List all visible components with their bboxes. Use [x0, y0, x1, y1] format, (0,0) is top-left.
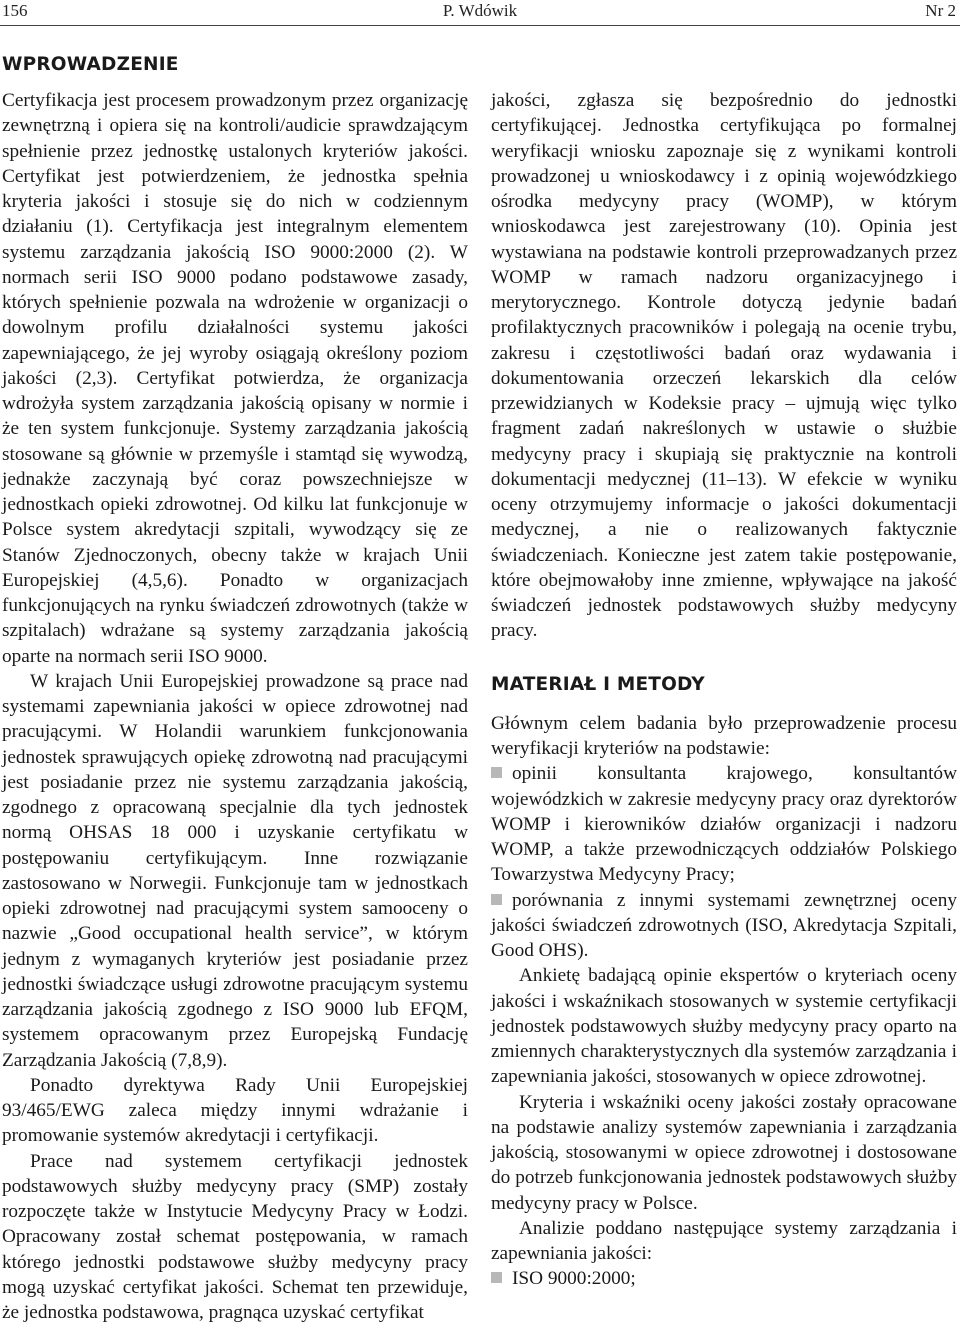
right-column: [491, 88, 957, 1292]
methods-bullet-list-a: [491, 761, 957, 887]
running-author: P. Wdówik: [442, 1, 518, 20]
methods-paragraph-1: Ankietę badającą opinie ekspertów o kryteriach oceny jakości i wskaźnikach stosowanych w systemie certyfikacji jednostek podstawowych służby medycyny pracy oparto na zmiennych charakterystycznych dla systemów zarządzania i zapewniania jakości, stosowanych w opiece zdrowotnej.: [491, 965, 957, 1088]
intro-heading: WPROWADZENIE: [2, 54, 179, 75]
intro-paragraph-1: Certyfikacja jest procesem prowadzonym przez organizację zewnętrzną i opiera się na kontroli/audicie sprawdzającym spełnienie przez jednostkę ustalonych kryteriów jakości. Certyfikat jest potwierdzeniem, że jednostka spełnia kryteria jakości i stosuje się do nich w codziennym działaniu (1). Certyfikacja jest integralnym elementem systemu zarządzania jakością ISO 9000:2000 (2). W normach serii ISO 9000 podano podstawowe zasady, których spełnienie pozwala na wdrożenie w organizacji o dowolnym profilu działalności systemu jakości zapewniającego, że jej wyroby osiągają określony poziom jakości (2,3). Certyfikat potwierdza, że organizacja wdrożyła system zarządzania jakością opisany w normie i że ten system funkcjonuje. Systemy zarządzania jakością stosowane są głównie w przemyśle i stamtąd się wywodzą, jednakże zaczynają być coraz powszechniejsze w jednostkach opieki zdrowotnej. Od kilku lat funkcjonuje w Polsce system akredytacji szpitali, wywodzący się ze Stanów Zjednoczonych, obecny także w krajach Unii Europejskiej (4,5,6). Ponadto w organizacjach funkcjonujących na rynku świadczeń zdrowotnych (także w szpitalach) wdrażane są systemy zarządzania jakością oparte na normach serii ISO 9000.: [2, 90, 468, 667]
header-rule: [0, 25, 960, 26]
left-column: [2, 88, 468, 1325]
page-number: 156: [2, 1, 28, 20]
intro-paragraph-4: Prace nad systemem certyfikacji jednostek podstawowych służby medycyny pracy (SMP) zostały rozpoczęte także w Instytucie Medycyny Pracy w Łodzi. Opracowany został schemat postępowania, w ramach którego jednostki podstawowe służby medycyny pracy mogą uzyskać certyfikat jakości. Schemat ten przewiduje, że jednostka podstawowa, pragnąca uzyskać certyfikat: [2, 1150, 468, 1323]
intro-paragraph-4-continued: jakości, zgłasza się bezpośrednio do jednostki certyfikującej. Jednostka certyfikująca po formalnej weryfikacji wniosku zapoznaje się z wynikami kontroli prowadzonej u wnioskodawcy i z opinią wojewódzkiego ośrodka medycyny pracy (WOMP), w którym wnioskodawca jest zarejestrowany (10). Opinia jest wystawiana na podstawie kontroli przeprowadzanych przez WOMP w ramach nadzoru organizacyjnego i merytorycznego. Kontrole dotyczą jedynie badań profilaktycznych pracowników i polegają na ocenie trybu, zakresu i częstotliwości badań oraz wydawania i dokumentowania orzeczeń lekarskich dla celów przewidzianych w Kodeksie pracy – ujmują więc tylko fragment zadań nakreślonych w ustawie o służbie medycyny pracy i skupiają się praktycznie na kontroli dokumentacji medycznej (11–13). W efekcie w wyniku oceny otrzymujemy informacje o jakości dokumentacji medycznej, a nie o realizowanych faktycznie świadczeniach. Konieczne jest zatem takie postępowanie, które obejmowałoby inne zmienne, wpływające na jakość świadczeń jednostek podstawowych służby medycyny pracy.: [491, 90, 957, 642]
intro-paragraph-2: W krajach Unii Europejskiej prowadzone są prace nad systemami zapewniania jakości w opiece zdrowotnej nad pracującymi. W Holandii warunkiem funkcjonowania jednostek sprawujących opiekę zdrowotną nad pracującymi jest posiadanie przez nie systemu zarządzania jakością, zgodnego z opracowaną specjalnie dla tych jednostek normą OHSAS 18 000 i uzyskanie certyfikatu w postępowaniu certyfikującym. Inne rozwiązanie zastosowano w Norwegii. Funkcjonuje tam w jednostkach opieki zdrowotnej nad pracującymi system samooceny o nazwie „Good occupational health service”, w którym jednym z wymaganych kryteriów jest posiadanie przez jednostki świadczące usługi zdrowotne pracującym systemu zarządzania jakością zgodnego z ISO 9000 lub EFQM, systemem opracowanym przez Europejską Fundację Zarządzania Jakością (7,8,9).: [2, 670, 468, 1071]
issue-number: Nr 2: [925, 1, 956, 20]
methods-bullet-list-b: [491, 1266, 957, 1291]
intro-paragraph-3: Ponadto dyrektywa Rady Unii Europejskiej 93/465/EWG zaleca między innymi wdrażanie i promowanie systemów akredytacji i certyfikacji.: [2, 1074, 468, 1147]
methods-paragraph-2: Kryteria i wskaźniki oceny jakości zostały opracowane na podstawie analizy systemów zapewniania i zarządzania jakością, stosowanymi w opiece zdrowotnej i dostosowane do potrzeb funkcjonowania jednostek podstawowych służby medycyny pracy w Polsce.: [491, 1091, 957, 1214]
methods-bullet: porównania z innymi systemami zewnętrznej oceny jakości świadczeń zdrowotnych (ISO, Akredytacja Szpitali, Good OHS).: [491, 889, 957, 961]
bullet-icon: [491, 767, 502, 778]
methods-paragraph-3: Analizie poddano następujące systemy zarządzania i zapewniania jakości:: [491, 1217, 957, 1264]
methods-intro: Głównym celem badania było przeprowadzenie procesu weryfikacji kryteriów na podstawie:: [491, 712, 957, 759]
methods-bullet-list-a-2: [491, 888, 957, 964]
bullet-icon: [491, 1272, 502, 1283]
methods-heading: MATERIAŁ I METODY: [491, 673, 705, 695]
methods-bullet: ISO 9000:2000;: [512, 1268, 636, 1290]
methods-bullet: opinii konsultanta krajowego, konsultantów wojewódzkich w zakresie medycyny pracy oraz dyrektorów WOMP i kierowników działów organizacji i nadzoru WOMP, a także przewodniczących oddziałów Polskiego Towarzystwa Medycyny Pracy;: [491, 763, 957, 886]
bullet-icon: [491, 894, 502, 905]
page-header: [0, 0, 960, 26]
